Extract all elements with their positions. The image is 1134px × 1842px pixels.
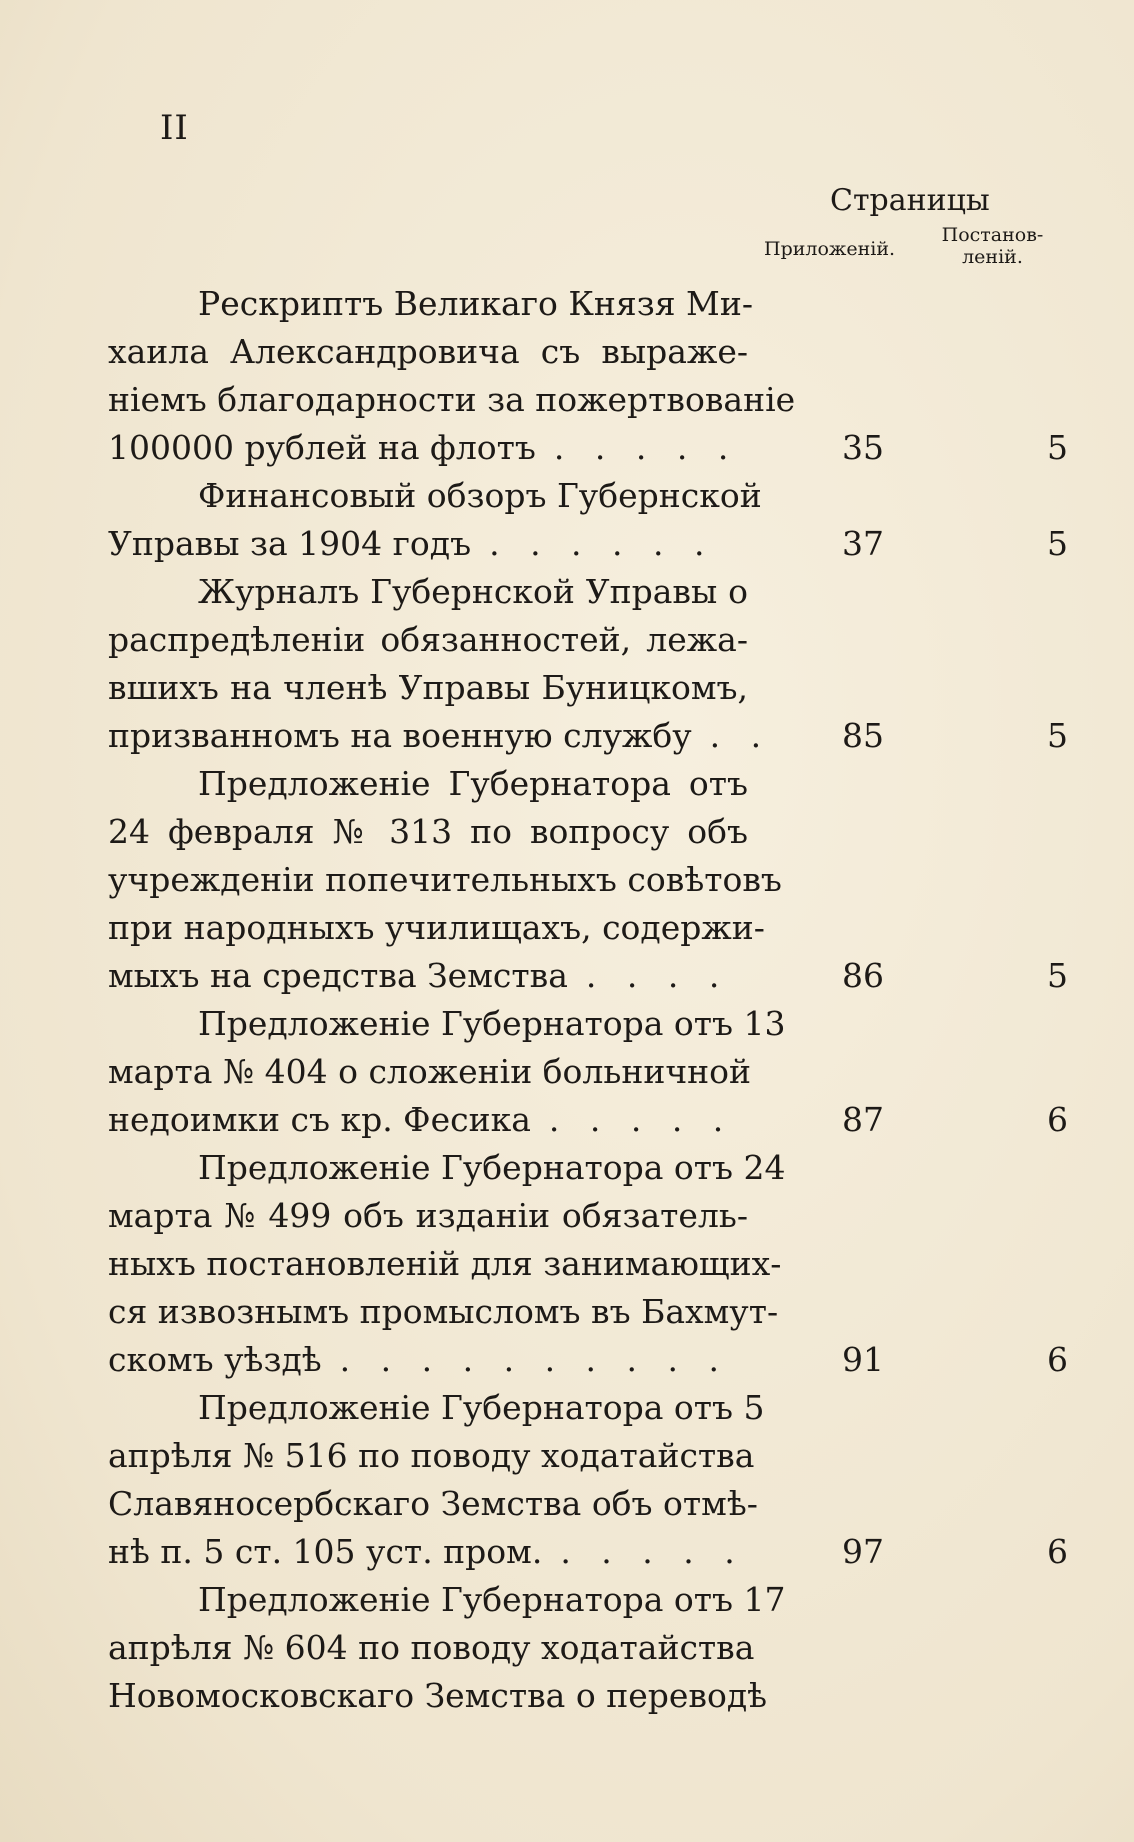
resolution-page-number: 6 (1047, 1532, 1068, 1571)
toc-line-text: марта № 404 о сложеніи больничной (108, 1052, 752, 1091)
toc-line-text: ся извознымъ промысломъ въ Бахмут- (108, 1292, 779, 1331)
toc-line-text: недоимки съ кр. Фесика (108, 1100, 531, 1139)
toc-line-text: вшихъ на членѣ Управы Буницкомъ, (108, 668, 748, 707)
toc-line (108, 1096, 1068, 1144)
toc-line-text: Предложеніе Губернатора отъ 5 (198, 1388, 765, 1427)
toc-line (108, 1144, 1068, 1192)
toc-line (108, 1336, 1068, 1384)
toc-line-text: Предложеніе Губернатора отъ (198, 764, 748, 803)
dot-leader: . . . . . (560, 1532, 745, 1571)
toc-line-text: 24 февраля № 313 по вопросу объ (108, 812, 748, 851)
toc-entry (108, 1384, 1068, 1576)
resolution-page-number: 5 (1047, 716, 1068, 755)
dot-leader: . . . . . . . . . . (339, 1340, 729, 1379)
toc-line-text: Предложеніе Губернатора отъ 13 (198, 1004, 786, 1043)
toc-line-text: ныхъ постановленій для занимающих- (108, 1244, 782, 1283)
toc-line (108, 472, 1068, 520)
dot-leader: . . (709, 716, 772, 755)
dot-leader: . . . . . . (489, 524, 715, 563)
toc-line (108, 952, 1068, 1000)
toc-line-text: нѣ п. 5 ст. 105 уст. пром. (108, 1532, 543, 1571)
pages-header: Страницы (830, 183, 990, 218)
toc-line (108, 424, 1068, 472)
toc-line (108, 1624, 1068, 1672)
appendix-page-number: 86 (842, 956, 884, 995)
toc-line (108, 1288, 1068, 1336)
toc-entry (108, 1144, 1068, 1384)
toc-line-text: Славяносербскаго Земства объ отмѣ- (108, 1484, 758, 1523)
toc-line (108, 664, 1068, 712)
toc-line (108, 520, 1068, 568)
toc-line-text: Предложеніе Губернатора отъ 17 (198, 1580, 786, 1619)
toc-line-text: 100000 рублей на флотъ (108, 428, 536, 467)
toc-line (108, 280, 1068, 328)
resolutions-column-header (930, 224, 1055, 268)
resolution-page-number: 5 (1047, 956, 1068, 995)
toc-line (108, 1528, 1068, 1576)
appendix-page-number: 91 (842, 1340, 884, 1379)
toc-line (108, 1576, 1068, 1624)
toc-line (108, 1048, 1068, 1096)
toc-entry (108, 760, 1068, 1000)
toc-line-text: ніемъ благодарности за пожертвованіе (108, 380, 796, 419)
toc-line (108, 1432, 1068, 1480)
toc-line-text: Журналъ Губернской Управы о (198, 572, 748, 611)
toc-line-text: апрѣля № 604 по поводу ходатайства (108, 1628, 755, 1667)
toc-line (108, 568, 1068, 616)
toc-line-text: Финансовый обзоръ Губернской (198, 476, 762, 515)
toc-line-text: хаила Александровича съ выраже- (108, 332, 748, 371)
resolution-page-number: 5 (1047, 428, 1068, 467)
toc-line-text: мыхъ на средства Земства (108, 956, 568, 995)
toc-line-text: Управы за 1904 годъ (108, 524, 472, 563)
toc-line-text: Новомосковскаго Земства о переводѣ (108, 1676, 768, 1715)
toc-line (108, 808, 1068, 856)
toc-line (108, 856, 1068, 904)
toc-line (108, 328, 1068, 376)
dot-leader: . . . . . (553, 428, 739, 467)
toc-line (108, 1480, 1068, 1528)
toc-line (108, 1192, 1068, 1240)
toc-line-text: учрежденіи попечительныхъ совѣтовъ (108, 860, 782, 899)
toc-line-text: марта № 499 объ изданіи обязатель- (108, 1196, 748, 1235)
toc-line-text: скомъ уѣздѣ (108, 1340, 322, 1379)
resolution-page-number: 6 (1047, 1100, 1068, 1139)
toc-entry (108, 1576, 1068, 1720)
toc-line-text: распредѣленіи обязанностей, лежа- (108, 620, 748, 659)
toc-line (108, 616, 1068, 664)
toc-entry (108, 568, 1068, 760)
toc-line (108, 1384, 1068, 1432)
dot-leader: . . . . . (548, 1100, 734, 1139)
toc-entry (108, 472, 1068, 568)
toc-line-text: Предложеніе Губернатора отъ 24 (198, 1148, 786, 1187)
toc-entry (108, 1000, 1068, 1144)
toc-line-text: при народныхъ училищахъ, содержи- (108, 908, 765, 947)
toc-line (108, 1000, 1068, 1048)
appendix-page-number: 35 (842, 428, 884, 467)
appendix-page-number: 85 (842, 716, 884, 755)
toc-line-text: Рескриптъ Великаго Князя Ми- (198, 284, 753, 323)
toc-line-text: апрѣля № 516 по поводу ходатайства (108, 1436, 755, 1475)
appendix-page-number: 87 (842, 1100, 884, 1139)
appendices-column-header: Приложеній. (764, 238, 896, 260)
page-number: II (160, 108, 189, 148)
resolution-page-number: 5 (1047, 524, 1068, 563)
toc-line-text: призванномъ на военную службу (108, 716, 692, 755)
toc-line (108, 1672, 1068, 1720)
toc-line (108, 904, 1068, 952)
dot-leader: . . . . (585, 956, 730, 995)
resolutions-header-text: Постанов- леній. (941, 224, 1044, 268)
toc-line (108, 376, 1068, 424)
toc-line (108, 712, 1068, 760)
appendix-page-number: 37 (842, 524, 884, 563)
toc-entry (108, 280, 1068, 472)
table-of-contents (108, 280, 1068, 1720)
toc-line (108, 760, 1068, 808)
appendix-page-number: 97 (842, 1532, 884, 1571)
toc-line (108, 1240, 1068, 1288)
resolution-page-number: 6 (1047, 1340, 1068, 1379)
